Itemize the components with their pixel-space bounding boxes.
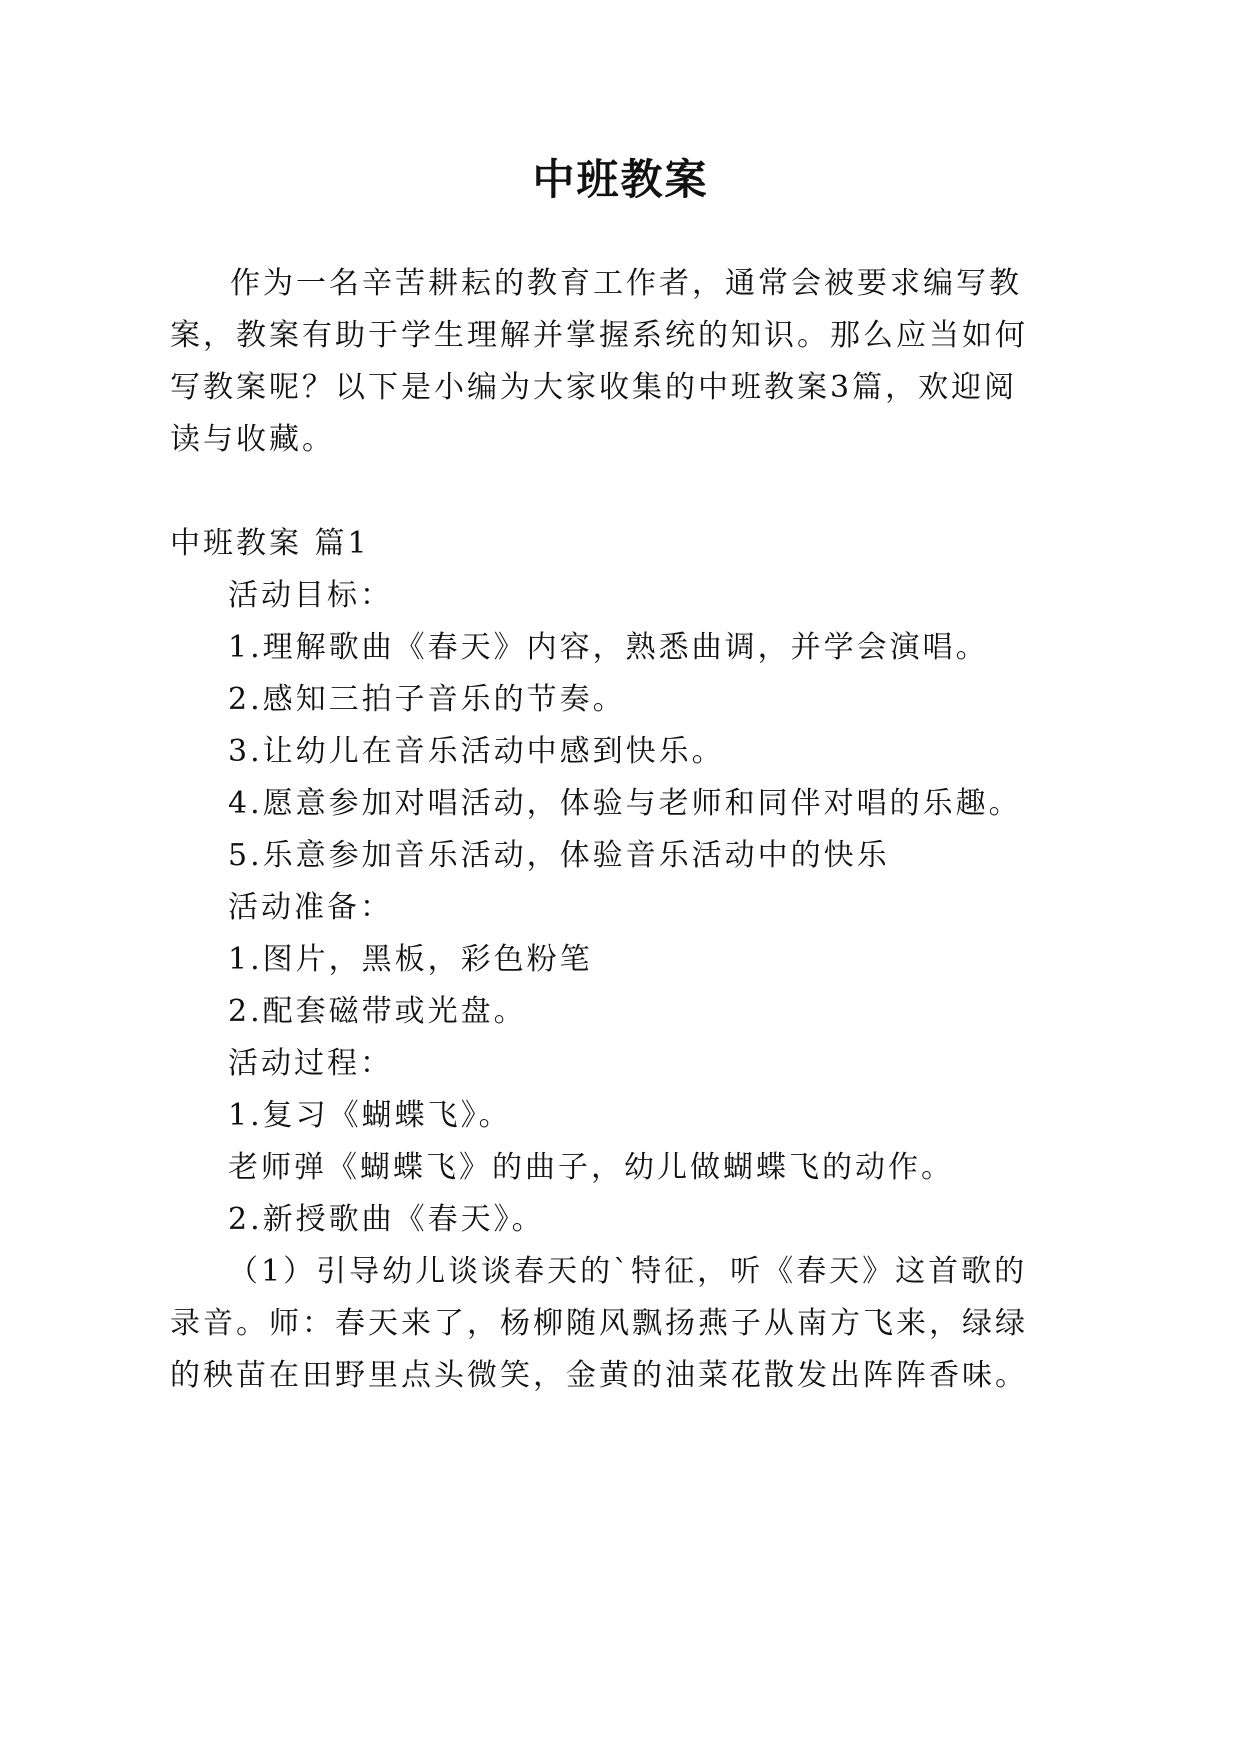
body-line: 活动目标： bbox=[228, 578, 393, 613]
body-line: 的秧苗在田野里点头微笑，金黄的油菜花散发出阵阵香味。 bbox=[170, 1358, 1028, 1393]
intro-line-1: 作为一名辛苦耕耘的教育工作者，通常会被要求编写教 bbox=[230, 266, 1022, 301]
body-line: 4.愿意参加对唱活动，体验与老师和同伴对唱的乐趣。 bbox=[228, 786, 1022, 821]
body-line: 2.配套磁带或光盘。 bbox=[228, 994, 527, 1029]
body-line: 活动过程： bbox=[228, 1046, 393, 1081]
body-line: 2.感知三拍子音乐的节奏。 bbox=[228, 682, 626, 717]
intro-line-2: 案，教案有助于学生理解并掌握系统的知识。那么应当如何 bbox=[170, 318, 1028, 353]
body-line: 活动准备： bbox=[228, 890, 393, 925]
intro-line-3: 写教案呢？以下是小编为大家收集的中班教案3篇，欢迎阅 bbox=[170, 370, 1018, 405]
body-line: 1.理解歌曲《春天》内容，熟悉曲调，并学会演唱。 bbox=[228, 630, 989, 665]
body-line: 5.乐意参加音乐活动，体验音乐活动中的快乐 bbox=[228, 838, 890, 873]
body-line: （1）引导幼儿谈谈春天的`特征，听《春天》这首歌的 bbox=[228, 1254, 1028, 1289]
intro-line-4: 读与收藏。 bbox=[170, 422, 335, 457]
body-line: 录音。师：春天来了，杨柳随风飘扬燕子从南方飞来，绿绿 bbox=[170, 1306, 1028, 1341]
body-line: 老师弹《蝴蝶飞》的曲子，幼儿做蝴蝶飞的动作。 bbox=[228, 1150, 954, 1185]
body-line: 3.让幼儿在音乐活动中感到快乐。 bbox=[228, 734, 725, 769]
section-heading: 中班教案 篇1 bbox=[170, 526, 370, 561]
body-line: 1.图片，黑板，彩色粉笔 bbox=[228, 942, 593, 977]
body-line: 1.复习《蝴蝶飞》。 bbox=[228, 1098, 512, 1133]
document-title: 中班教案 bbox=[532, 155, 709, 204]
body-line: 2.新授歌曲《春天》。 bbox=[228, 1202, 545, 1237]
